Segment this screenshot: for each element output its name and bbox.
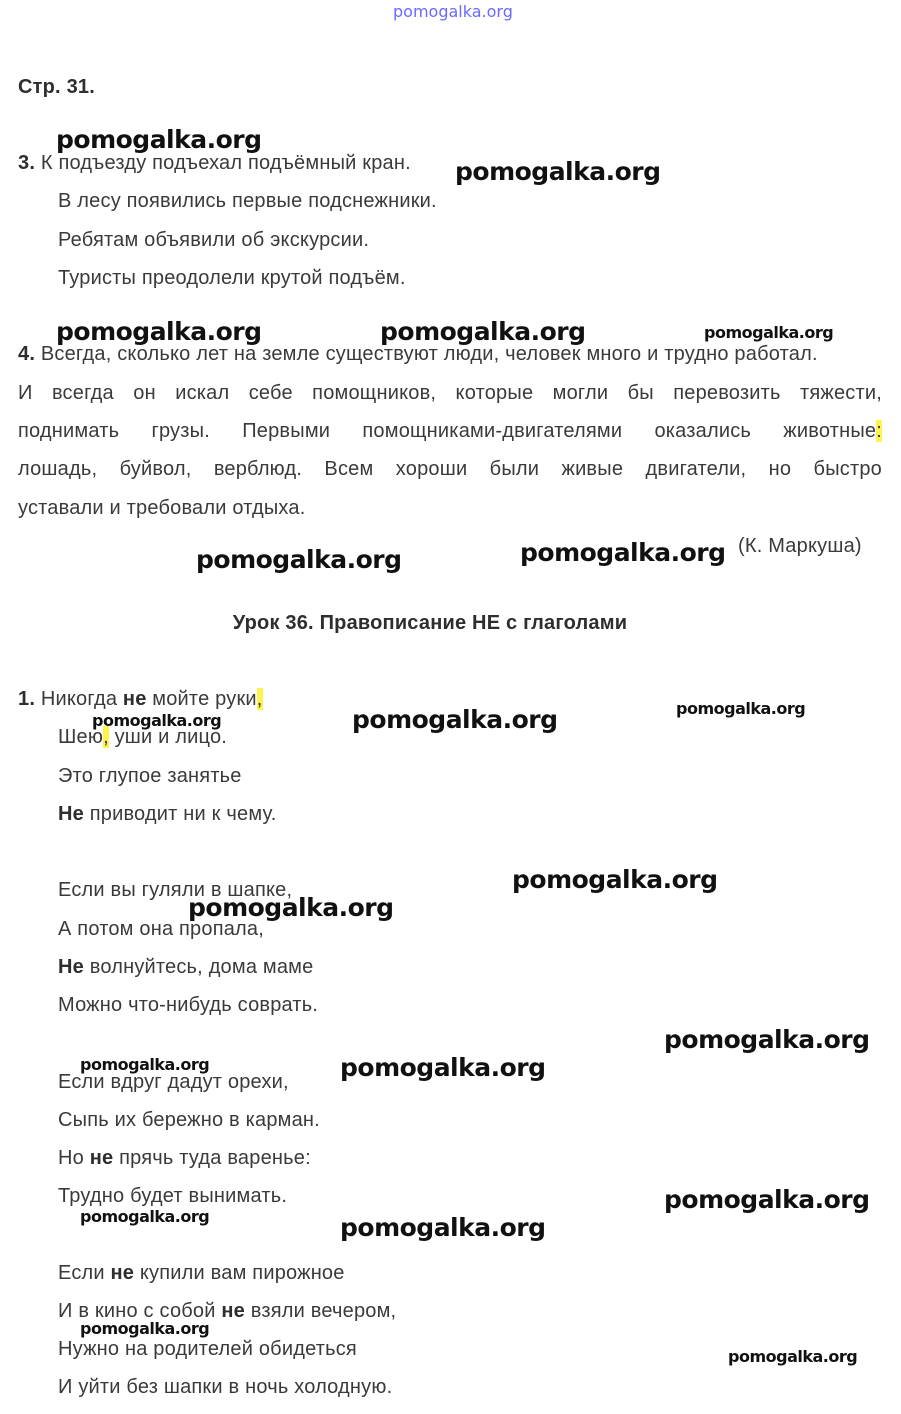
ex3-line-4: Туристы преодолели крутой подъём.: [58, 267, 406, 289]
watermark: pomogalka.org: [520, 538, 726, 567]
ex4-line-2: И всегда он искал себе помощников, которые могли бы перевозить тяжести,: [18, 382, 882, 404]
site-header: pomogalka.org: [393, 2, 513, 21]
ex1-s1-line-1: [18, 687, 263, 711]
ex1-s1-text-2a: Шею: [58, 726, 104, 748]
watermark: pomogalka.org: [664, 1025, 870, 1054]
ex1-s1-text-1a: Никогда: [40, 688, 123, 710]
ex3-text-1: К подъезду подъехал подъёмный кран.: [40, 152, 411, 174]
ex4-number: 4.: [18, 343, 36, 365]
ex4-author: (К. Маркуша): [738, 535, 862, 557]
watermark: pomogalka.org: [455, 157, 661, 186]
ex1-s1-text-1b: мойте руки: [146, 688, 257, 710]
ex3-number: 3.: [18, 152, 36, 174]
page-label: Стр. 31.: [18, 76, 95, 98]
ex1-s3-line-1: Если вдруг дадут орехи,: [58, 1071, 289, 1093]
ex1-s2-line-3: [58, 955, 313, 979]
ex1-s4-text-1a: Если: [58, 1262, 111, 1284]
watermark: pomogalka.org: [676, 699, 806, 718]
watermark: pomogalka.org: [80, 1319, 210, 1338]
watermark: pomogalka.org: [512, 865, 718, 894]
ne-particle: не: [110, 1262, 135, 1284]
comma-highlight: ,: [103, 726, 109, 748]
watermark: pomogalka.org: [80, 1055, 210, 1074]
ne-particle: Не: [58, 956, 84, 978]
ex1-s4-line-1: [58, 1261, 345, 1285]
ex1-s2-line-4: Можно что-нибудь соврать.: [58, 994, 319, 1016]
ex1-s3-text-3a: Но: [58, 1147, 90, 1169]
watermark: pomogalka.org: [188, 893, 394, 922]
ex1-s4-text-2b: взяли вечером,: [244, 1300, 397, 1322]
ex1-s2-line-1: Если вы гуляли в шапке,: [58, 879, 293, 901]
ne-particle: не: [122, 688, 147, 710]
ex1-s3-text-3b: прячь туда варенье:: [113, 1147, 311, 1169]
watermark: pomogalka.org: [196, 545, 402, 574]
ex1-s4-line-3: Нужно на родителей обидеться: [58, 1338, 357, 1360]
lesson-title: Урок 36. Правописание НЕ с глаголами: [232, 612, 628, 634]
ex4-text-1: Всегда, сколько лет на земле существуют люди, человек много и трудно работал.: [40, 343, 818, 365]
ex4-line-5: уставали и требовали отдыха.: [18, 497, 306, 519]
watermark: pomogalka.org: [664, 1185, 870, 1214]
ex1-s1-line-3: Это глупое занятье: [58, 765, 242, 787]
ex3-line-3: Ребятам объявили об экскурсии.: [58, 229, 370, 251]
ex1-s3-line-4: Трудно будет вынимать.: [58, 1185, 288, 1207]
watermark: pomogalka.org: [340, 1213, 546, 1242]
ex1-s3-line-2: Сыпь их бережно в карман.: [58, 1109, 320, 1131]
ex4-line-4: лошадь, буйвол, верблюд. Всем хороши были живые двигатели, но быстро: [18, 458, 882, 480]
watermark: pomogalka.org: [380, 317, 586, 346]
watermark: pomogalka.org: [92, 711, 222, 730]
ne-particle: не: [89, 1147, 114, 1169]
ex1-s1-text-4b: приводит ни к чему.: [83, 803, 277, 825]
watermark: pomogalka.org: [56, 317, 262, 346]
ne-particle: не: [221, 1300, 245, 1322]
ex1-number: 1.: [18, 688, 36, 710]
ex1-s4-text-2a: И в кино с собой: [58, 1300, 222, 1322]
ex1-s1-line-4: [58, 802, 276, 826]
ex4-text-3: поднимать грузы. Первыми помощниками-двигателями оказались животные: [18, 420, 877, 442]
watermark: pomogalka.org: [340, 1053, 546, 1082]
ex1-s4-text-1b: купили вам пирожное: [134, 1262, 345, 1284]
watermark: pomogalka.org: [352, 705, 558, 734]
ex1-s2-line-2: А потом она пропала,: [58, 918, 265, 940]
ex4-line-3: [18, 419, 882, 443]
comma-highlight: ,: [256, 688, 263, 710]
watermark: pomogalka.org: [728, 1347, 858, 1366]
watermark: pomogalka.org: [704, 323, 834, 342]
watermark: pomogalka.org: [56, 125, 262, 154]
ex4-colon-highlight: :: [876, 420, 882, 442]
watermark: pomogalka.org: [80, 1207, 210, 1226]
ex3-line-2: В лесу появились первые подснежники.: [58, 190, 437, 212]
ex1-s2-text-3b: волнуйтесь, дома маме: [83, 956, 314, 978]
ex1-s1-text-2b: уши и лицо.: [108, 726, 228, 748]
ex1-s4-line-4: И уйти без шапки в ночь холодную.: [58, 1376, 393, 1398]
ne-particle: Не: [58, 803, 84, 825]
ex1-s3-line-3: [58, 1146, 311, 1170]
